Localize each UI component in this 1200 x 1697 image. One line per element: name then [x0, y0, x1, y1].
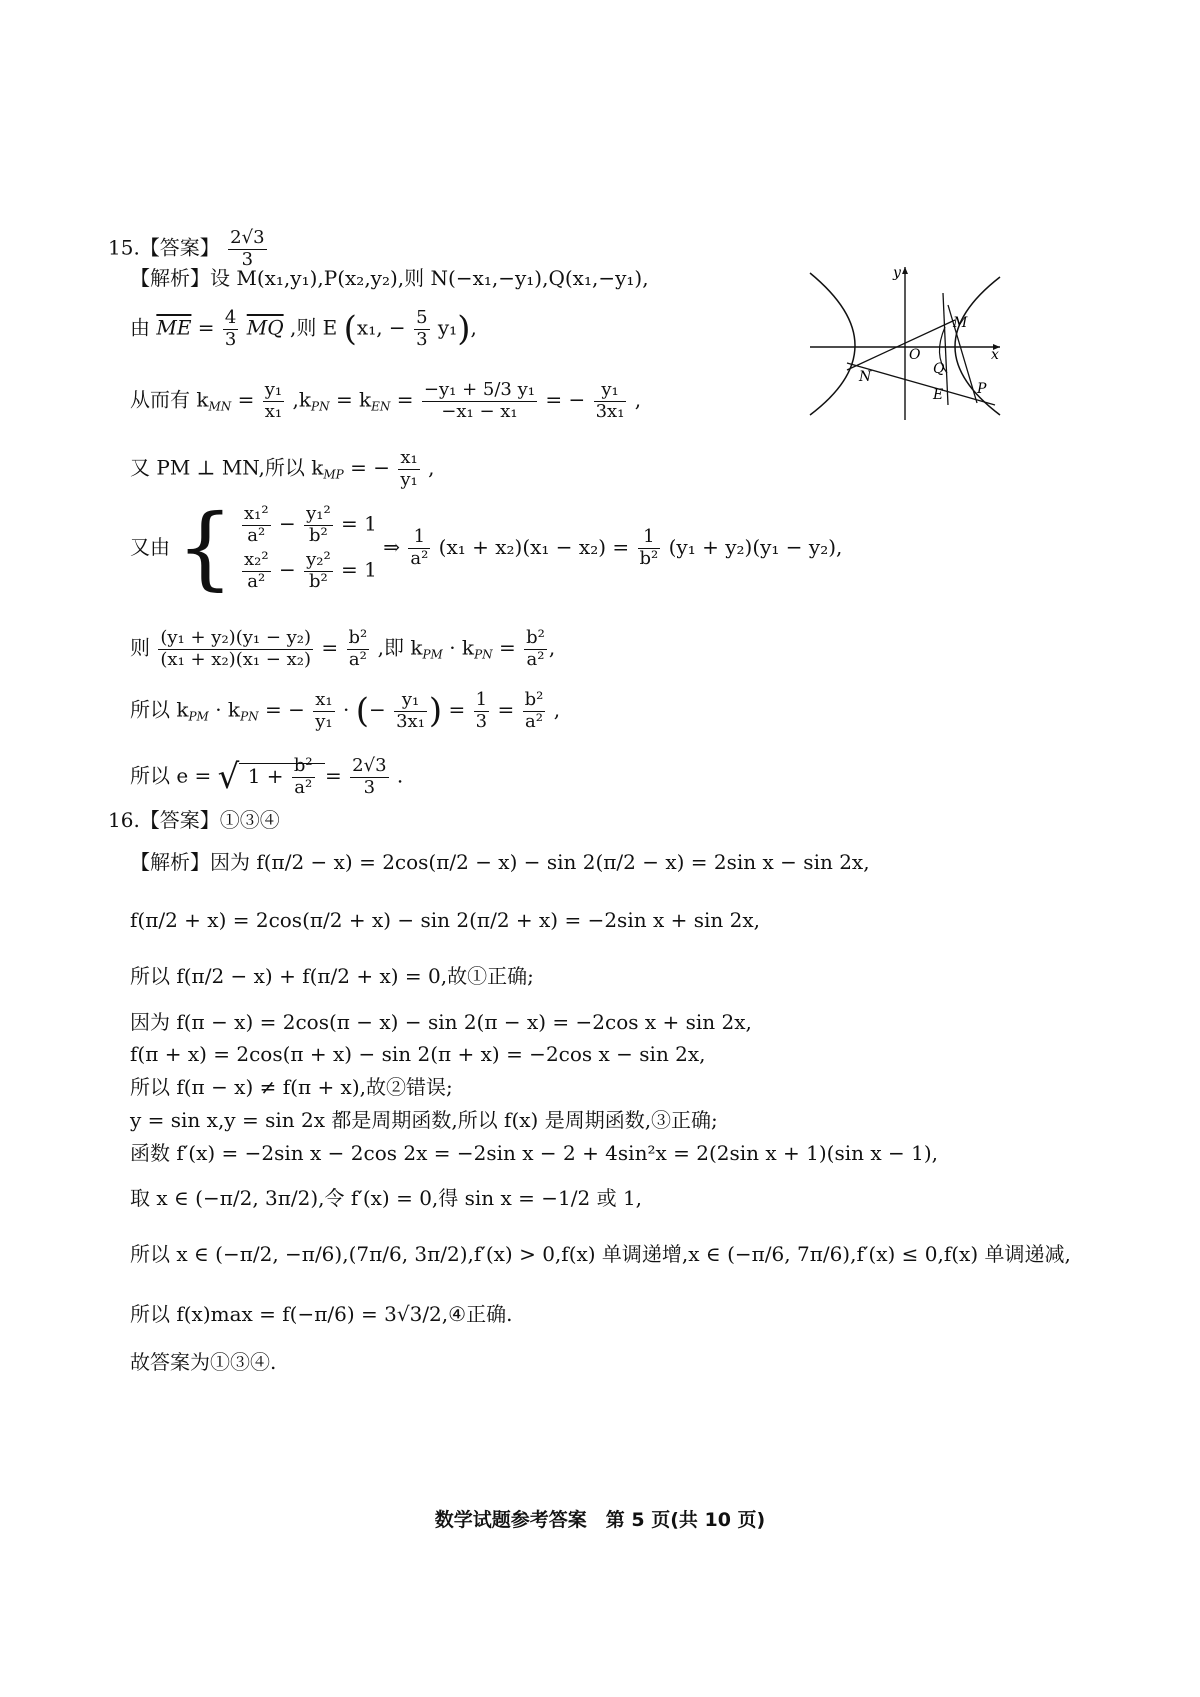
label-y: y: [893, 265, 901, 281]
q16-line-8: 函数 f′(x) = −2sin x − 2cos 2x = −2sin x − 2 + 4sin²x = 2(2sin x + 1)(sin x − 1),: [130, 1141, 938, 1165]
hyperbola-left-branch: [810, 273, 855, 415]
q16-line-7: y = sin x,y = sin 2x 都是周期函数,所以 f(x) 是周期函数,③正确;: [130, 1108, 718, 1132]
q16-line-3: 所以 f(π/2 − x) + f(π/2 + x) = 0,故①正确;: [130, 964, 534, 988]
q16-line-4: 因为 f(π − x) = 2cos(π − x) − sin 2(π − x) = −2cos x + sin 2x,: [130, 1010, 752, 1034]
label-P: P: [977, 381, 987, 397]
q15-line-1: 【解析】设 M(x₁,y₁),P(x₂,y₂),则 N(−x₁,−y₁),Q(x₁,−y₁),: [130, 266, 649, 290]
q16-line-5: f(π + x) = 2cos(π + x) − sin 2(π + x) = −2cos x − sin 2x,: [130, 1042, 706, 1066]
q15-line-6: 则 $\frac{\text{(y₁ + y₂)(y₁ − y₂)}}{\text{(x₁ + x₂)(x₁ − x₂)}}$ = $\frac{\text{b²}}{\text{a²}}$ ,即 $k_{PM} \cdot k_{PN}$ = $\frac{\text{b²}}{\text{a²}}$ ,: [130, 627, 556, 670]
line-ME: [943, 293, 948, 405]
q15-answer-fraction: $\frac{2√3}{3}$: [230, 227, 265, 270]
q15-label: 15.【答案】: [108, 235, 220, 260]
hyperbola-system: $\frac{\text{x₁²}}{\text{a²}}$ − $\frac{\text{y₁²}}{\text{b²}}$ = 1 $\frac{\text{x₂²}}{\text{a²}}$ − $\frac{\text{y₂²}}{\text{b²}}$ = 1: [243, 503, 377, 593]
q16-line-9: 取 x ∈ (−π/2, 3π/2),令 f′(x) = 0,得 sin x = −1/2 或 1,: [130, 1186, 643, 1210]
q16-line-6: 所以 f(π − x) ≠ f(π + x),故②错误;: [130, 1075, 453, 1099]
q15-line-3: 从而有 $k_{MN}$ = $\frac{\text{y₁}}{\text{x₁}}$ $,k_{PN} = k_{EN}$ = $\frac{\text{−y₁ + 5/3 y₁}}{\text{−x₁ − x₁}}$ = − $\frac{\text{y₁}}{\text{3x₁}}$ ,: [130, 379, 642, 422]
q15-answer: [108, 228, 269, 270]
q15-line-2: 由 $\overline{ME}$ = $\frac{4}{3}$ $\overline{MQ}$ ,则 E (x₁, − $\frac{5}{3}$ y₁),: [130, 307, 477, 350]
q16-line-1: 【解析】因为 f(π/2 − x) = 2cos(π/2 − x) − sin 2(π/2 − x) = 2sin x − sin 2x,: [130, 850, 870, 874]
label-x: x: [991, 347, 999, 363]
q16-line-11: 所以 f(x)max = f(−π/6) = 3√3/2,④正确.: [130, 1302, 513, 1326]
q16-line-12: 故答案为①③④.: [130, 1350, 277, 1374]
q15-line-5: 又由 { $\frac{\text{x₁²}}{\text{a²}}$ − $\frac{\text{y₁²}}{\text{b²}}$ = 1 $\frac{\text{x₂²}}{\text{a²}}$ − $\frac{\text{y₂²}}{\text{b²}}$ = 1 ⇒ $\frac{1}{\text{a²}}$ (x₁ + x₂)(x₁ − x₂) = $\frac{1}{\text{b²}}$ (y₁ + y₂)(y₁ − y₂),: [130, 495, 843, 601]
q15-line-8: 所以 e = √ 1 + $\frac{\text{b²}}{\text{a²}}$ = $\frac{2√3}{3}$ .: [130, 755, 404, 798]
label-E: E: [933, 387, 944, 403]
label-Q: Q: [933, 361, 945, 377]
label-O: O: [909, 347, 921, 363]
label-M: M: [953, 315, 968, 331]
q16-line-2: f(π/2 + x) = 2cos(π/2 + x) − sin 2(π/2 + x) = −2sin x + sin 2x,: [130, 908, 760, 932]
q15-line-7: 所以 $k_{PM} \cdot k_{PN}$ = − $\frac{\text{x₁}}{\text{y₁}}$ · (− $\frac{\text{y₁}}{\text{3x₁}}$ ) = $\frac{1}{3}$ = $\frac{\text{b²}}{\text{a²}}$ ,: [130, 689, 561, 732]
page-footer: 数学试题参考答案 第 5 页(共 10 页): [434, 1509, 766, 1531]
q15-line-4: 又 PM ⊥ MN,所以 $k_{MP}$ = − $\frac{\text{x₁}}{\text{y₁}}$ ,: [130, 447, 435, 490]
q16-answer: 16.【答案】①③④: [108, 808, 280, 832]
hyperbola-figure: [805, 255, 1010, 425]
q16-line-10: 所以 x ∈ (−π/2, −π/6),(7π/6, 3π/2),f′(x) > 0,f(x) 单调递增,x ∈ (−π/6, 7π/6),f′(x) ≤ 0,f(x) 单调递减,: [130, 1242, 1071, 1266]
label-N: N: [859, 369, 872, 385]
